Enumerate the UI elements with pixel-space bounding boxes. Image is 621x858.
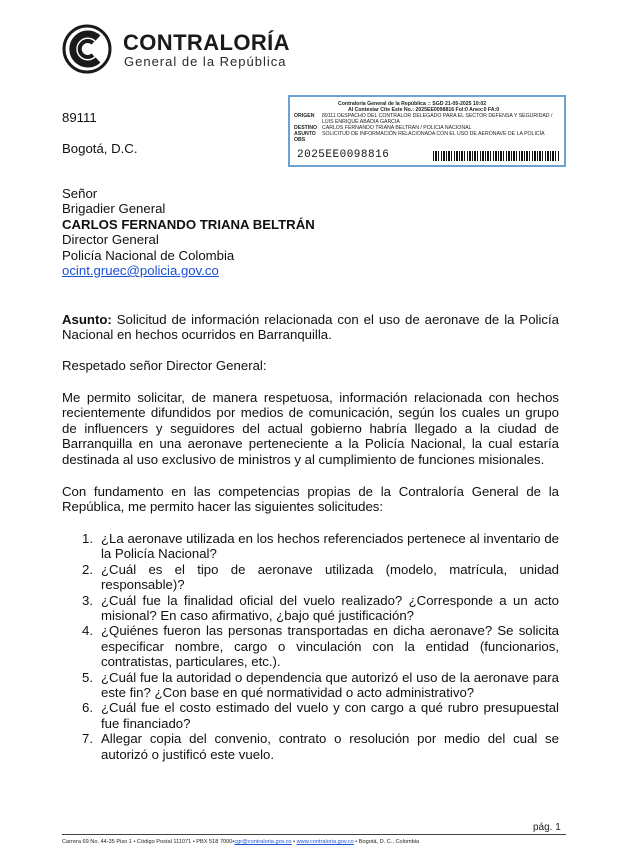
list-item-text: ¿Cuál fue el costo estimado del vuelo y con cargo a qué rubro presupuestal fue financiado?: [101, 700, 559, 731]
list-item-number: 7.: [82, 731, 93, 747]
stamp-destino-label: DESTINO: [294, 125, 318, 131]
stamp-destino: CARLOS FERNANDO TRIANA BELTRAN / POLICIA NACIONAL: [322, 125, 472, 131]
list-item-text: ¿Cuál fue la finalidad oficial del vuelo realizado? ¿Corresponde a un acto misional? En caso afirmativo, ¿bajo qué justificación?: [101, 592, 559, 624]
footer-email-link[interactable]: cgr@contraloria.gov.co: [234, 839, 292, 845]
city-date: Bogotá, D.C.: [62, 141, 138, 156]
office-code: 89111: [62, 110, 97, 125]
recipient-email-link[interactable]: ocint.gruec@policia.gov.co: [62, 263, 219, 279]
stamp-origen2: LUIS ENRIQUE ABADIA GARCIA: [322, 119, 400, 125]
footer-web-link[interactable]: www.contraloria.gov.co: [296, 839, 354, 845]
list-item-number: 5.: [82, 669, 93, 685]
list-item-number: 3.: [82, 592, 93, 608]
body-paragraph-2: Con fundamento en las competencias propias de la Contraloría General de la República, me permito hacer las siguientes solicitudes:: [62, 484, 559, 515]
asunto-text: Solicitud de información relacionada con el uso de aeronave de la Policía Nacional en hechos ocurridos en Barranquilla.: [62, 312, 559, 343]
list-item: [62, 531, 559, 562]
page-number: pág. 1: [533, 822, 561, 833]
list-item-number: 6.: [82, 700, 93, 716]
body-paragraph-1: Me permito solicitar, de manera respetuosa, información relacionada con hechos recientemente difundidos por medios de comunicación, según los cuales un grupo de influencers y seguidores del actual gobierno habría llegado a la ciudad de Barranquilla en una aeronave perteneciente a la Policía Nacional, la cual estaría destinada al uso exclusivo de ministros y al cumplimiento de funciones misionales.: [62, 390, 559, 467]
list-item-number: 2.: [82, 561, 93, 577]
list-item: [62, 562, 559, 593]
greeting: Respetado señor Director General:: [62, 358, 267, 373]
footer-city: • Bogotá, D. C., Colombia: [353, 839, 420, 845]
list-item-text: ¿La aeronave utilizada en los hechos referenciados pertenece al inventario de la Policía Nacional?: [101, 531, 559, 562]
radicado-stamp: [288, 95, 566, 167]
recipient-role: Director General: [62, 232, 159, 248]
recipient-name: CARLOS FERNANDO TRIANA BELTRÁN: [62, 216, 315, 232]
barcode-icon: [433, 151, 559, 161]
stamp-obs-label: OBS: [294, 137, 306, 143]
list-item-text: ¿Cuál fue la autoridad o dependencia que autorizó el uso de la aeronave para este fin? ¿Con base en qué normatividad o acto administrativo?: [101, 669, 559, 701]
footer-address: Carrera 69 No. 44-35 Piso 1 • Código Postal 111071 • PBX 518 7000•: [62, 839, 235, 845]
stamp-line2: Al Contestar Cite Este No.: 2025EE0098816 Fol:0 Anex:0 FA:0: [348, 107, 500, 113]
recipient-block: [62, 186, 315, 278]
list-item-number: 4.: [82, 623, 93, 639]
stamp-asunto-label: ASUNTO: [294, 131, 316, 137]
list-item: [62, 593, 559, 624]
stamp-number: 2025EE0098816: [297, 149, 390, 161]
logo-subtitle: General de la República: [124, 54, 287, 69]
list-item: [62, 623, 559, 669]
stamp-origen: 89111 DESPACHO DEL CONTRALOR DELEGADO PARA EL SECTOR DEFENSA Y SEGURIDAD /: [322, 113, 553, 119]
list-item: [62, 670, 559, 701]
logo-title: CONTRALORÍA: [123, 30, 290, 55]
list-item-text: ¿Cuál es el tipo de aeronave utilizada (modelo, matrícula, unidad responsable)?: [101, 561, 559, 593]
recipient-salutation: Señor: [62, 186, 98, 201]
footer: [62, 839, 419, 845]
recipient-entity: Policía Nacional de Colombia: [62, 247, 235, 263]
stamp-line1: Contraloría General de la República :: SGD 21-05-2025 10:02: [338, 101, 487, 107]
list-item-number: 1.: [82, 531, 93, 546]
footer-divider: [62, 834, 566, 835]
requests-list: [62, 531, 559, 762]
footer-separator: •: [291, 839, 297, 845]
list-item-text: Allegar copia del convenio, contrato o resolución por medio del cual se autorizó o justificó este vuelo.: [101, 731, 559, 762]
recipient-rank: Brigadier General: [62, 201, 166, 217]
stamp-asunto: SOLICITUD DE INFORMACIÓN RELACIONADA CON EL USO DE AERONAVE DE LA POLICÍA: [322, 131, 545, 137]
stamp-origen-label: ORIGEN: [294, 113, 315, 119]
asunto-label: Asunto:: [62, 312, 112, 327]
list-item: [62, 731, 559, 762]
contraloria-logo-icon: [62, 24, 112, 74]
list-item-text: ¿Quiénes fueron las personas transportadas en dicha aeronave? Se solicita especificar nombre, cargo o vinculación con la entidad (funcionarios, contratistas, particulares, etc.).: [101, 623, 559, 670]
asunto-paragraph: [62, 312, 559, 343]
list-item: [62, 700, 559, 731]
